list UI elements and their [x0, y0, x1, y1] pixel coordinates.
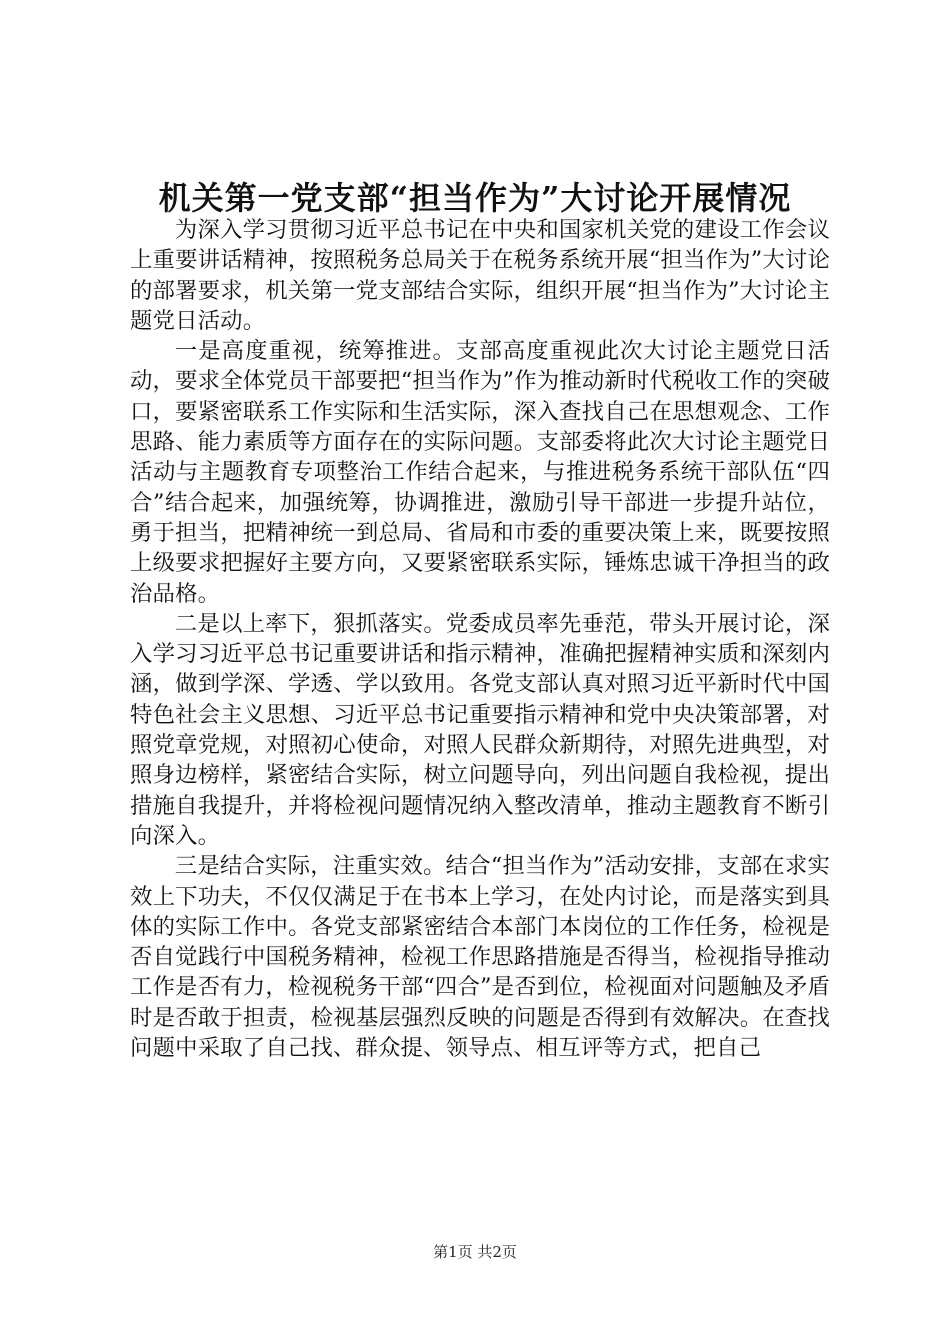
document-title: 机关第一党支部“担当作为”大讨论开展情况 [158, 179, 792, 217]
document-body [130, 215, 830, 1063]
paragraph-section-1: 一是高度重视，统筹推进。支部高度重视此次大讨论主题党日活动，要求全体党员干部要把“担当作为”作为推动新时代税收工作的突破口，要紧密联系工作实际和生活实际，深入查找自己在思想观念、工作思路、能力素质等方面存在的实际问题。支部委将此次大讨论主题党日活动与主题教育专项整治工作结合起来，与推进税务系统干部队伍“四合”结合起来，加强统筹，协调推进，激励引导干部进一步提升站位，勇于担当，把精神统一到总局、省局和市委的重要决策上来，既要按照上级要求把握好主要方向，又要紧密联系实际，锤炼忠诚干净担当的政治品格。 [130, 338, 830, 607]
paragraph-section-3: 三是结合实际，注重实效。结合“担当作为”活动安排，支部在求实效上下功夫，不仅仅满足于在书本上学习，在处内讨论，而是落实到具体的实际工作中。各党支部紧密结合本部门本岗位的工作任务，检视是否自觉践行中国税务精神，检视工作思路措施是否得当，检视指导推动工作是否有力，检视税务干部“四合”是否到位，检视面对问题触及矛盾时是否敢于担责，检视基层强烈反映的问题是否得到有效解决。在查找问题中采取了自己找、群众提、领导点、相互评等方式，把自己 [130, 853, 830, 1062]
page-footer: 第1页 共2页 [433, 1243, 517, 1261]
paragraph-section-2: 二是以上率下，狠抓落实。党委成员率先垂范，带头开展讨论，深入学习习近平总书记重要讲话和指示精神，准确把握精神实质和深刻内涵，做到学深、学透、学以致用。各党支部认真对照习近平新时代中国特色社会主义思想、习近平总书记重要指示精神和党中央决策部署，对照党章党规，对照初心使命，对照人民群众新期待，对照先进典型，对照身边榜样，紧密结合实际，树立问题导向，列出问题自我检视，提出措施自我提升，并将检视问题情况纳入整改清单，推动主题教育不断引向深入。 [130, 610, 830, 849]
paragraph-intro: 为深入学习贯彻习近平总书记在中央和国家机关党的建设工作会议上重要讲话精神，按照税务总局关于在税务系统开展“担当作为”大讨论的部署要求，机关第一党支部结合实际，组织开展“担当作为”大讨论主题党日活动。 [130, 217, 830, 334]
